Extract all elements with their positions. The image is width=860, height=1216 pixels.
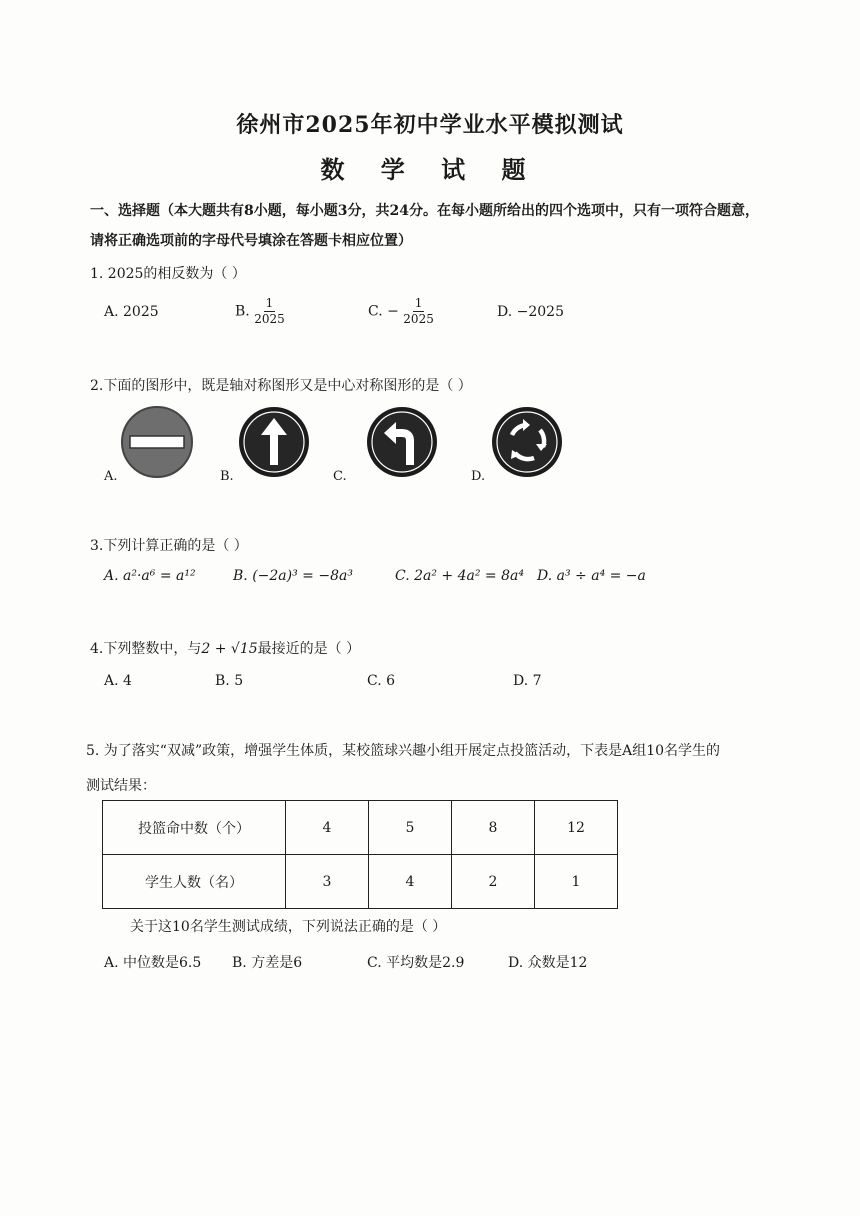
q3-option-c: C. 2a² + 4a² = 8a⁴ [395,568,524,584]
q1-stem: 1. 2025的相反数为（ ） [90,266,246,282]
table-cell: 4 [286,801,369,855]
table-row [103,855,618,909]
q2-label-b: B. [220,469,234,484]
q3-option-b: B. (−2a)³ = −8a³ [233,568,353,584]
q1-option-d: D. −2025 [497,304,564,320]
q1-option-b [235,296,285,327]
q3-stem: 3.下列计算正确的是（ ） [90,538,248,554]
q5-option-a: A. 中位数是6.5 [104,955,202,971]
q1-option-c-fraction [403,296,434,327]
q5-stem-line2: 测试结果： [86,778,156,794]
q1-option-a: A. 2025 [104,304,159,320]
q5-option-d: D. 众数是12 [508,955,588,971]
q5-data-table [102,800,618,909]
q1-option-b-fraction [254,296,285,327]
q4-stem-expression: 2 + √15 [201,641,258,657]
q4-stem [90,638,360,658]
q2-label-a: A. [104,469,118,484]
q5-option-c: C. 平均数是2.9 [367,955,465,971]
q2-stem: 2.下面的图形中，既是轴对称图形又是中心对称图形的是（ ） [90,378,472,394]
q3-option-d: D. a³ ÷ a⁴ = −a [537,568,646,584]
table-row [103,801,618,855]
section-instructions-line1: 一、选择题（本大题共有8小题，每小题3分，共24分。在每小题所给出的四个选项中，只有一项符合题意， [90,203,759,219]
exam-title: 徐州市2025年初中学业水平模拟测试 [236,112,624,138]
table-row-header: 投篮命中数（个） [103,801,286,855]
straight-arrow-sign-icon [237,405,311,479]
q3-option-a: A. a²·a⁶ = a¹² [104,568,196,584]
q1-c-denominator: 2025 [403,312,434,326]
section-instructions-line2: 请将正确选项前的字母代号填涂在答题卡相应位置） [90,233,412,249]
turn-left-sign-icon [365,405,439,479]
q1-option-c-label: C. − [368,303,399,320]
q2-label-c: C. [333,469,347,484]
q5-question: 关于这10名学生测试成绩，下列说法正确的是（ ） [130,919,447,935]
q4-stem-post: 最接近的是（ ） [257,641,361,657]
q4-option-b: B. 5 [215,673,244,689]
q1-option-c [368,296,434,327]
q5-option-b: B. 方差是6 [232,955,303,971]
table-cell: 5 [369,801,452,855]
q4-option-d: D. 7 [513,673,542,689]
q1-b-denominator: 2025 [254,312,285,326]
table-cell: 12 [535,801,618,855]
table-cell: 3 [286,855,369,909]
q5-stem-line1: 5. 为了落实“双减”政策，增强学生体质，某校篮球兴趣小组开展定点投篮活动，下表是A组10名学生的 [86,743,721,759]
table-cell: 8 [452,801,535,855]
q4-stem-pre: 4.下列整数中，与 [90,641,202,657]
q2-label-d: D. [471,469,486,484]
q1-option-b-label: B. [235,303,250,320]
q4-option-c: C. 6 [367,673,396,689]
roundabout-sign-icon [490,405,564,479]
table-cell: 4 [369,855,452,909]
table-cell: 2 [452,855,535,909]
q1-b-numerator: 1 [265,296,274,310]
q1-c-numerator: 1 [414,296,423,310]
table-cell: 1 [535,855,618,909]
table-row-header: 学生人数（名） [103,855,286,909]
no-entry-sign-icon [120,405,194,479]
exam-subtitle: 数 学 试 题 [320,155,540,184]
q4-option-a: A. 4 [104,673,132,689]
